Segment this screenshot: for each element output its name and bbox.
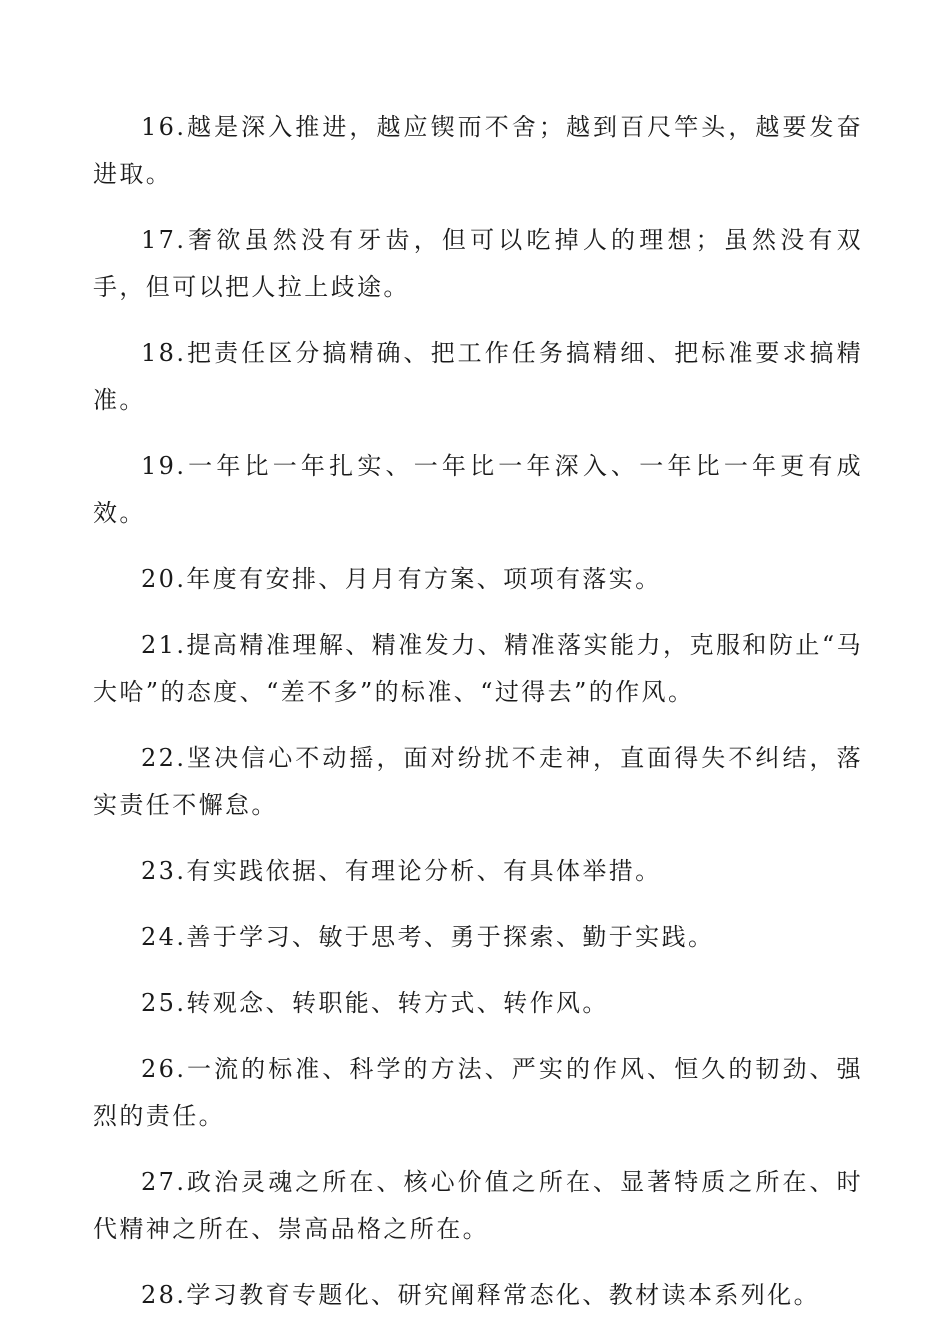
list-item: 28.学习教育专题化、研究阐释常态化、教材读本系列化。	[141, 1281, 820, 1309]
list-item: 17.奢欲虽然没有牙齿，但可以吃掉人的理想；虽然没有双手，但可以把人拉上歧途。	[93, 226, 863, 301]
list-item: 16.越是深入推进，越应锲而不舍；越到百尺竿头，越要发奋进取。	[93, 113, 863, 188]
list-item: 19.一年比一年扎实、一年比一年深入、一年比一年更有成效。	[93, 452, 863, 527]
list-item: 27.政治灵魂之所在、核心价值之所在、显著特质之所在、时代精神之所在、崇高品格之所在。	[93, 1168, 863, 1243]
numbered-list	[93, 104, 863, 1338]
list-item: 21.提高精准理解、精准发力、精准落实能力，克服和防止“马大哈”的态度、“差不多”的标准、“过得去”的作风。	[93, 631, 863, 706]
list-item: 18.把责任区分搞精确、把工作任务搞精细、把标准要求搞精准。	[93, 339, 863, 414]
list-item: 20.年度有安排、月月有方案、项项有落实。	[141, 565, 662, 593]
list-item: 22.坚决信心不动摇，面对纷扰不走神，直面得失不纠结，落实责任不懈怠。	[93, 744, 863, 819]
list-item: 25.转观念、转职能、转方式、转作风。	[141, 989, 609, 1017]
list-item: 23.有实践依据、有理论分析、有具体举措。	[141, 857, 662, 885]
list-item: 24.善于学习、敏于思考、勇于探索、勤于实践。	[141, 923, 715, 951]
list-item: 26.一流的标准、科学的方法、严实的作风、恒久的韧劲、强烈的责任。	[93, 1055, 863, 1130]
